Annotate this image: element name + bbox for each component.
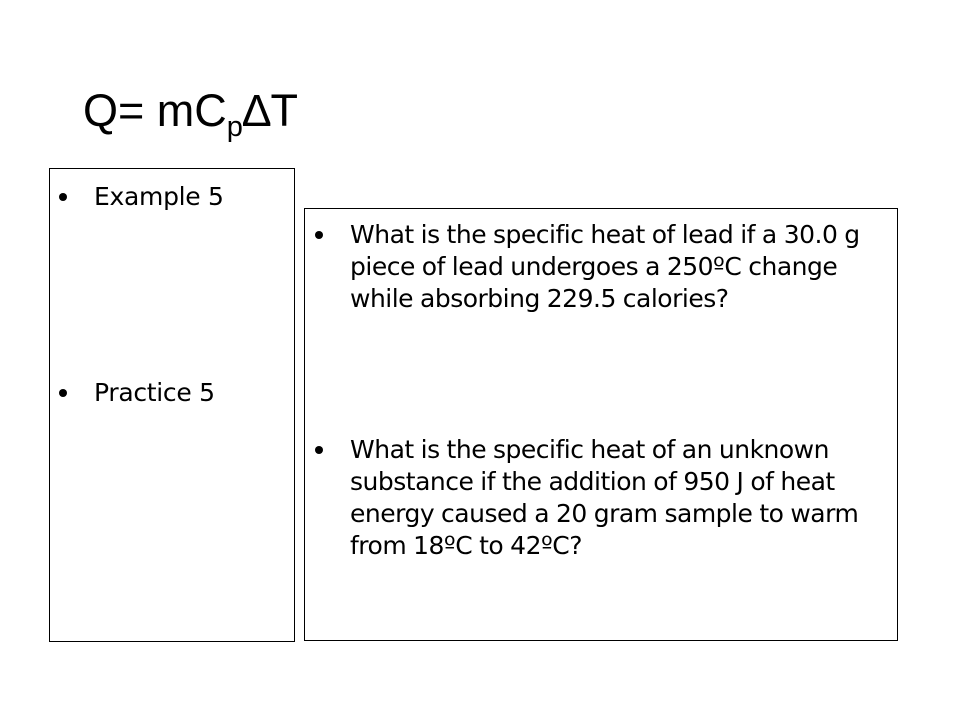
right-panel [304,208,898,641]
example-question: What is the specific heat of lead if a 30.0 g piece of lead undergoes a 250ºC change while absorbing 229.5 calories? [350,220,860,313]
bullet-dot-icon [315,446,323,454]
example-label: Example 5 [94,182,224,211]
title-formula-prefix: Q= mC [83,85,227,136]
left-panel [49,168,295,642]
slide-title [83,80,298,142]
practice-label: Practice 5 [94,378,215,407]
bullet-dot-icon [59,389,67,397]
bullet-dot-icon [59,193,67,201]
title-formula-subscript: p [226,111,243,143]
title-formula-suffix: T [270,85,298,136]
practice-question: What is the specific heat of an unknown substance if the addition of 950 J of heat energy caused a 20 gram sample to warm from 18ºC to 42ºC? [350,435,859,560]
bullet-dot-icon [315,231,323,239]
title-delta-symbol: ∆ [242,85,271,136]
